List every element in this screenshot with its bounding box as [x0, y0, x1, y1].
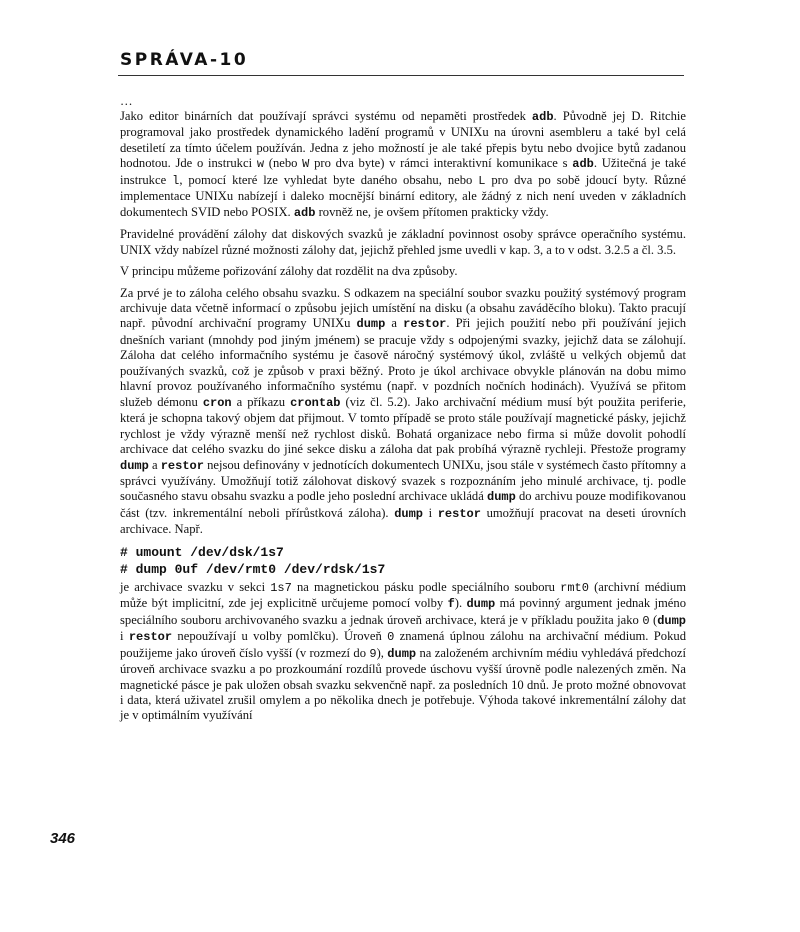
text-run: pro dva byte) v rámci interaktivní komunikace s	[309, 156, 573, 171]
text-run: (archivní médium může být implicitní, zde jej explicitně určujeme pomocí volby	[120, 579, 686, 611]
text-run: . Při jejich použití nebo při používání jejich dnešních variant (mnohdy pod jiným jménem) se pracuje vždy s odpojenými svazky, jejichž data se zálohují. Záloha dat celého informačního systému je časově náročný systémový úkol, zvláště u velkých objemů dat používaných svazků, což je způsob v praxi běžný. Proto je úkol archivace obvykle plánován na dobu mimo hlavní provoz používaného informačního systému (např. v pozdních nočních hodinách). Využívá se přitom služeb démonu	[120, 316, 686, 409]
code-term: restor	[437, 506, 481, 521]
text-run: ),	[376, 645, 388, 660]
text-run: pro dva po sobě jdoucí byty. Různé implementace UNIXu nabízejí i daleko mocnější binární editory, ale žádný z nich není uveden v základních dokumentech SVID nebo POSIX.	[120, 172, 687, 219]
paragraph	[120, 580, 686, 724]
paragraph	[120, 227, 686, 258]
code-term: dump	[466, 597, 496, 612]
code-term: cron	[202, 395, 232, 410]
code-term: 1s7	[270, 580, 292, 595]
paragraphs	[120, 109, 686, 538]
code-term: dump	[657, 613, 687, 628]
code-term: dump	[487, 490, 516, 505]
text-run: a	[148, 457, 161, 472]
code-term: adb	[572, 157, 594, 172]
text-run: Jako editor binárních dat používají správci systému od nepaměti prostředek	[120, 109, 532, 123]
header-rule	[118, 75, 684, 76]
text-run: je archivace svazku v sekci	[120, 579, 271, 594]
code-term: f	[447, 597, 455, 612]
code-term: dump	[394, 506, 423, 521]
code-term: W	[302, 157, 310, 172]
text-run: a	[385, 316, 404, 331]
text-run: znamená úplnou zálohu na archivační médium. Pokud použijeme jako úroveň číslo vyšší (v rozmezí do	[120, 629, 686, 660]
paragraph	[120, 264, 686, 279]
code-term: 0	[387, 630, 395, 645]
text-run: Za prvé je to záloha celého obsahu svazku. S odkazem na speciální soubor svazku použitý systémový program archivuje data včetně informací o způsobu jejich umístění na disku (a obsahu zaváděcího bloku). Takto pracují např. původní archivační programy UNIXu	[120, 285, 686, 331]
page-number: 346	[50, 830, 76, 847]
code-term: restor	[160, 458, 204, 473]
text-run: i	[120, 629, 129, 644]
paragraph	[120, 286, 686, 538]
command-block	[120, 544, 686, 578]
code-term: dump	[387, 646, 417, 661]
code-term: crontab	[290, 395, 341, 410]
text-run: má povinný argument jednak jméno speciálního souboru archivovaného svazku a jednak úroveň archivace, která je v příkladu použita jako	[120, 596, 686, 627]
command-line: # umount /dev/dsk/1s7	[120, 544, 284, 560]
text-run: nepoužívají u volby pomlčku). Úroveň	[172, 629, 388, 644]
text-run: . Původně jej D. Ritchie programoval jako prostředek dynamického ladění programů v UNIXu na úrovni asembleru a také byl celá desetiletí za tímto účelem používán. Jedna z jeho možností je ale také přepis bytu nebo dvojice bytů zadanou hodnotou. Jde o instrukci	[120, 109, 686, 171]
code-term: l	[172, 173, 180, 188]
text-run: na založeném archivním médiu vyhledává předchozí úroveň archivace svazku a po prozkoumání rozdílů provede úschovu vyšší úrovně podle nalezených změn. Na magnetické pásce je pak uložen obsah svazku sekvenčně např. za posledních 10 dnů. Je proto možné obnovovat i data, která uživatel zrušil omylem a po několika dnech je potřebuje. Výhoda takové inkrementální zálohy dat je v optimálním využívání	[120, 645, 686, 723]
text-run: (nebo	[264, 156, 303, 171]
command-line: # dump 0uf /dev/rmt0 /dev/rdsk/1s7	[120, 561, 386, 577]
code-term: 9	[369, 646, 377, 661]
text-run: rovněž ne, je ovšem přítomen prakticky vždy.	[315, 204, 549, 219]
text-run: . Užitečná je také instrukce	[120, 156, 687, 187]
page-header-title: SPRÁVA-10	[120, 50, 249, 70]
code-term: dump	[356, 317, 386, 332]
code-term: restor	[403, 317, 447, 332]
code-term: restor	[128, 630, 173, 645]
paragraph	[120, 109, 686, 221]
code-term: adb	[531, 110, 554, 124]
code-term: adb	[293, 205, 316, 220]
page-body	[120, 94, 686, 730]
text-run: (	[649, 612, 658, 627]
text-run: Pravidelné provádění zálohy dat diskových svazků je základní povinnost osoby správce operačního systému. UNIX vždy nabízel různé možnosti zálohy dat, jejichž přehled jsme uvedli v kap. 3, a to v odst. 3.2.5 a čl. 3.5.	[120, 227, 686, 257]
text-run: V principu můžeme pořizování zálohy dat rozdělit na dva způsoby.	[120, 264, 458, 279]
code-term: rmt0	[560, 580, 589, 595]
text-run: (viz čl. 5.2). Jako archivační médium musí být použita periferie, která je schopna takový objem dat přijmout. V tomto případě se proto stále používají magnetické pásky, jejichž rychlost je vždy výrazně menší než rychlost disků. Bohatá organizace nebo firma si může dovolit pohodlí archivace dat celého svazku do jiné sekce disku a záloha dat pak probíhá výrazně rychleji. Přestože programy	[120, 394, 686, 457]
text-run: na magnetickou pásku podle speciálního souboru	[291, 579, 561, 594]
text-run: , pomocí které lze vyhledat byte daného obsahu, nebo	[179, 172, 479, 187]
text-run: nejsou definovány v jednotících dokumentech UNIXu, jsou stále v systémech často přítomny a správci využívány. Umožňují totiž zálohovat diskový svazek s rozpoznáním jeho minulé archivace, tj. podle současného stavu obsahu svazku a podle jeho poslední archivace ukládá	[120, 457, 686, 504]
text-run: ).	[454, 596, 467, 611]
code-term: dump	[120, 458, 149, 473]
text-run: umožňují pracovat na deseti úrovních archivace. Např.	[120, 505, 686, 537]
text-run: a příkazu	[231, 394, 291, 409]
text-run: do archivu pouze modifikovanou část (tzv. inkrementální neboli přírůstková záloha).	[120, 489, 686, 520]
code-term: 0	[642, 613, 650, 628]
ellipsis: …	[120, 94, 133, 108]
code-term: L	[478, 173, 486, 188]
text-run: i	[423, 505, 438, 520]
code-term: w	[256, 157, 265, 172]
